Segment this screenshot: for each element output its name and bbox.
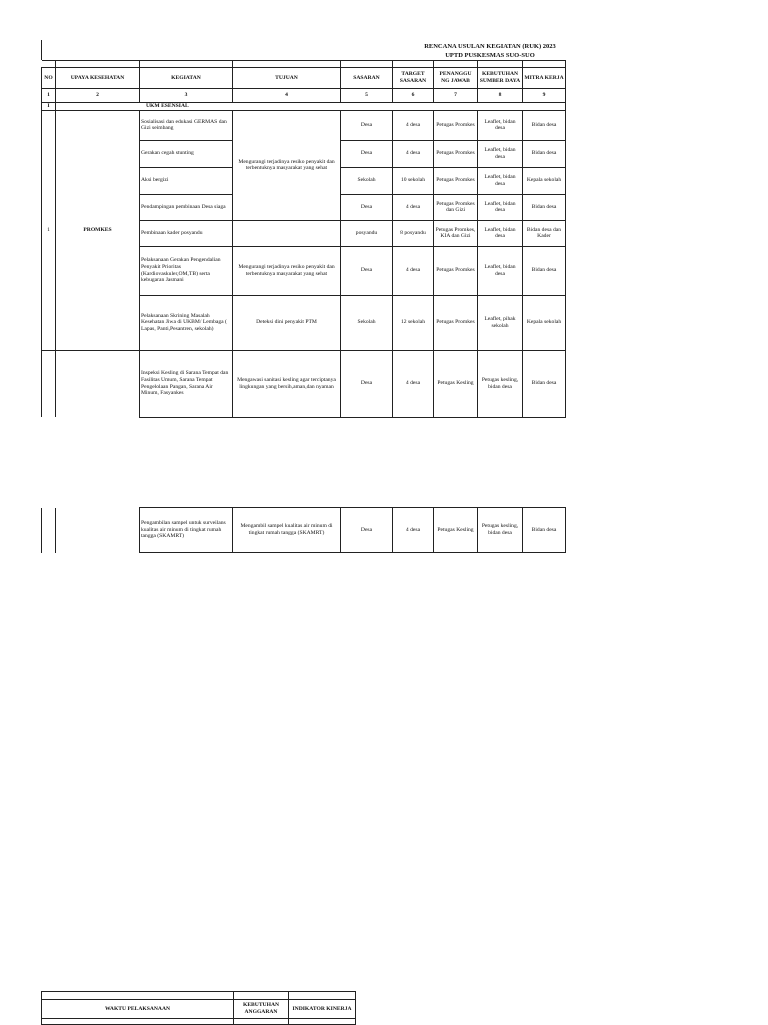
table-row — [42, 508, 566, 553]
sumber-cell: Leaflet, bidan desa — [478, 246, 523, 295]
page-left-rule — [41, 40, 42, 60]
sumber-cell: Leaflet, bidan desa — [478, 220, 523, 246]
target-cell: 8 posyandu — [393, 220, 434, 246]
sumber-cell: Leaflet, bidan desa — [478, 167, 523, 194]
col-pj: PENANGGU NG JAWAB — [434, 68, 478, 89]
col-sumber: KEBUTUHAN SUMBER DAYA — [478, 68, 523, 89]
sumber-cell: Petugas kesling, bidan desa — [478, 508, 523, 553]
col-waktu: WAKTU PELAKSANAAN — [42, 1000, 234, 1019]
pj-cell: Petugas Promkes — [434, 140, 478, 167]
sumber-cell: Leaflet, bidan desa — [478, 110, 523, 140]
table-row — [42, 110, 566, 140]
mitra-cell: Bidan desa — [523, 508, 566, 553]
col-no: NO — [42, 68, 56, 89]
sumber-cell: Leaflet, pihak sekolah — [478, 295, 523, 350]
kegiatan-cell: Pendampingan pembinaan Desa siaga — [140, 194, 233, 220]
tujuan-cell: Mengurangi terjadinya resiko penyakit dan terbentuknya masyarakat yang sehat — [233, 110, 341, 220]
col-num: 7 — [434, 89, 478, 103]
kegiatan-cell: Pelaksanaan Skrining Masalah Kesehatan Jiwa di UKBM/ Lembaga ( Lapas, Panti,Pesantren, sekolah) — [140, 295, 233, 350]
section-label: UKM ESENSIAL — [56, 103, 566, 111]
mitra-cell: Bidan desa — [523, 140, 566, 167]
empty-no-cell — [42, 508, 56, 553]
sasaran-cell: Sekolah — [341, 167, 393, 194]
kegiatan-cell: Pengambilan sampel untuk surveilans kualitas air minum di tingkat rumah tangga (SKAMRT) — [140, 508, 233, 553]
kegiatan-cell: Aksi bergizi — [140, 167, 233, 194]
kegiatan-cell: Inspeksi Kesling di Sarana Tempat dan Fasilitas Umum, Sarana Tempat Pengelolaan Pangan, Sarana Air Minum, Fasyankes — [140, 350, 233, 417]
tujuan-cell: Mengambil sampel kualitas air minum di tingkat rumah tangga (SKAMRT) — [233, 508, 341, 553]
empty-no-cell — [42, 350, 56, 417]
bottom-header-row — [42, 1000, 356, 1019]
mitra-cell: Bidan desa — [523, 194, 566, 220]
document-title — [390, 42, 590, 60]
col-num: 1 — [42, 89, 56, 103]
header-row — [42, 68, 566, 89]
mitra-cell: Bidan desa — [523, 110, 566, 140]
col-target: TARGET SASARAN — [393, 68, 434, 89]
tujuan-cell: Mengurangi terjadinya resiko penyakit dan terbentuknya masyarakat yang sehat — [233, 246, 341, 295]
sumber-cell: Petugas kesling, bidan desa — [478, 350, 523, 417]
group-no: 1 — [42, 110, 56, 350]
sasaran-cell: Sekolah — [341, 295, 393, 350]
title-line-2: UPTD PUSKESMAS SUO-SUO — [445, 52, 535, 59]
section-no: I — [42, 103, 56, 111]
col-num: 4 — [233, 89, 341, 103]
target-cell: 12 sekolah — [393, 295, 434, 350]
mitra-cell: Kepala sekolah — [523, 295, 566, 350]
empty-upaya-cell — [56, 508, 140, 553]
kegiatan-cell: Sosialisasi dan edukasi GERMAS dan Gizi seimbang — [140, 110, 233, 140]
target-cell: 4 desa — [393, 350, 434, 417]
tujuan-cell: Deteksi dini penyakit PTM — [233, 295, 341, 350]
pj-cell: Petugas Promkes — [434, 295, 478, 350]
mitra-cell: Bidan desa — [523, 246, 566, 295]
sasaran-cell: Desa — [341, 194, 393, 220]
target-cell: 4 desa — [393, 194, 434, 220]
target-cell: 4 desa — [393, 110, 434, 140]
pj-cell: Petugas Promkes, KIA dan Gizi — [434, 220, 478, 246]
section-row — [42, 103, 566, 111]
bottom-spacer-row — [42, 992, 356, 1000]
group-label: PROMKES — [56, 110, 140, 350]
ruk-table — [41, 60, 566, 418]
target-cell: 4 desa — [393, 508, 434, 553]
header-spacer-row — [42, 61, 566, 68]
target-cell: 4 desa — [393, 140, 434, 167]
mitra-cell: Kepala sekolah — [523, 167, 566, 194]
sumber-cell: Leaflet, bidan desa — [478, 140, 523, 167]
col-sasaran: SASARAN — [341, 68, 393, 89]
sasaran-cell: posyandu — [341, 220, 393, 246]
pj-cell: Petugas Kesling — [434, 350, 478, 417]
tujuan-cell — [233, 220, 341, 246]
col-kegiatan: KEGIATAN — [140, 68, 233, 89]
empty-upaya-cell — [56, 350, 140, 417]
table-row — [42, 350, 566, 417]
col-num: 9 — [523, 89, 566, 103]
kegiatan-cell: Pembinaan kader posyandu — [140, 220, 233, 246]
col-num: 3 — [140, 89, 233, 103]
sasaran-cell: Desa — [341, 140, 393, 167]
bottom-table — [41, 991, 356, 1025]
sasaran-cell: Desa — [341, 110, 393, 140]
ruk-table-continued — [41, 507, 566, 553]
kegiatan-cell: Pelaksanaan Gerakan Pengendalian Penyakit Prioritas (Kardiovaskuler,OM,TB) serta kebugaran Jasmani — [140, 246, 233, 295]
pj-cell: Petugas Promkes — [434, 167, 478, 194]
col-num: 2 — [56, 89, 140, 103]
col-num: 5 — [341, 89, 393, 103]
sasaran-cell: Desa — [341, 350, 393, 417]
title-line-1: RENCANA USULAN KEGIATAN (RUK) 2023 — [424, 43, 556, 50]
sasaran-cell: Desa — [341, 508, 393, 553]
pj-cell: Petugas Kesling — [434, 508, 478, 553]
sasaran-cell: Desa — [341, 246, 393, 295]
col-num: 6 — [393, 89, 434, 103]
pj-cell: Petugas Promkes — [434, 246, 478, 295]
sumber-cell: Leaflet, bidan desa — [478, 194, 523, 220]
kegiatan-cell: Gerakan cegah stunting — [140, 140, 233, 167]
col-upaya: UPAYA KESEHATAN — [56, 68, 140, 89]
target-cell: 10 sekolah — [393, 167, 434, 194]
mitra-cell: Bidan desa — [523, 350, 566, 417]
col-num: 8 — [478, 89, 523, 103]
pj-cell: Petugas Promkes — [434, 110, 478, 140]
column-number-row — [42, 89, 566, 103]
col-tujuan: TUJUAN — [233, 68, 341, 89]
target-cell: 4 desa — [393, 246, 434, 295]
mitra-cell: Bidan desa dan Kader — [523, 220, 566, 246]
col-anggaran: KEBUTUHAN ANGGARAN — [234, 1000, 289, 1019]
col-indikator: INDIKATOR KINERJA — [289, 1000, 356, 1019]
col-mitra: MITRA KERJA — [523, 68, 566, 89]
tujuan-cell: Mengawasi sanitasi kesling agar terciptanya lingkungan yang bersih,aman,dan nyaman — [233, 350, 341, 417]
pj-cell: Petugas Promkes dan Gizi — [434, 194, 478, 220]
